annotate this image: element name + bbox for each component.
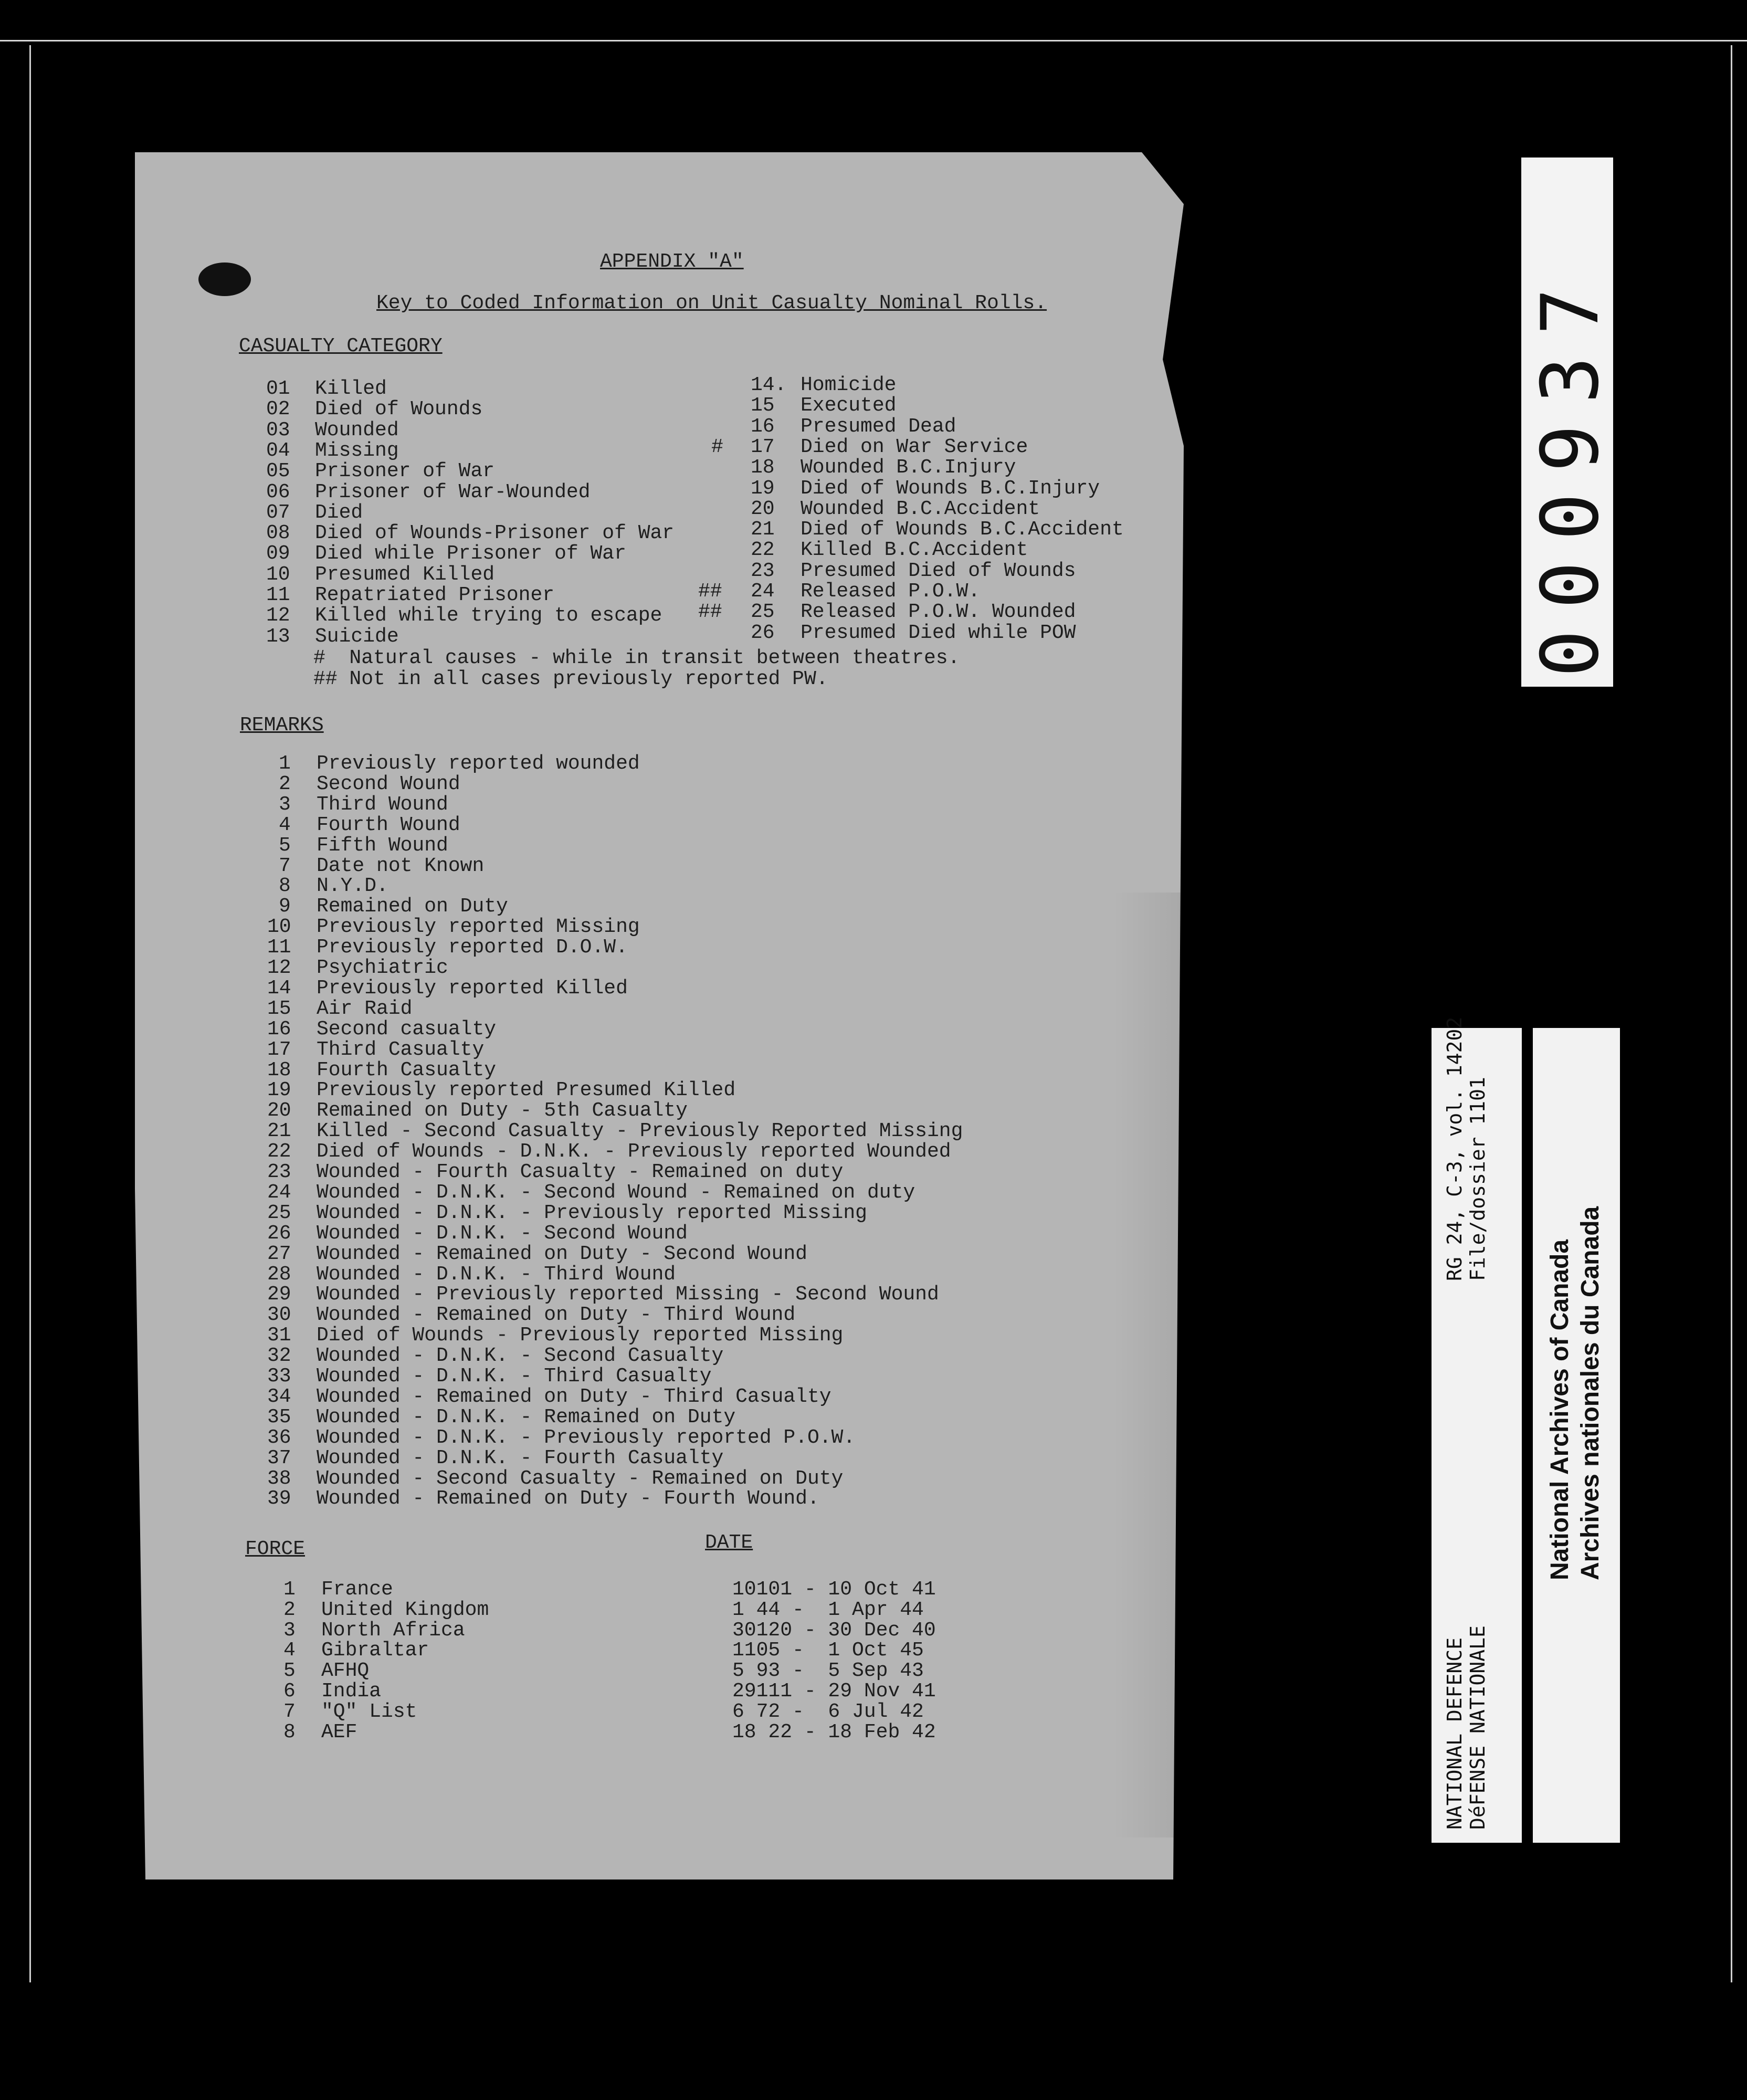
remark-label: Wounded - Remained on Duty - Second Wound [317, 1242, 807, 1265]
category-code: 26 [751, 621, 775, 644]
remark-code: 28 [267, 1263, 291, 1286]
category-label: Presumed Died of Wounds [801, 559, 1076, 582]
remark-code: 21 [267, 1120, 291, 1143]
remark-label: Fifth Wound [317, 834, 448, 857]
force-date: 29111 - 29 Nov 41 [732, 1680, 936, 1703]
category-code: 11 [266, 584, 290, 606]
remark-code: 7 [279, 854, 291, 877]
category-label: Executed [801, 394, 897, 417]
date-heading: DATE [705, 1531, 753, 1554]
remark-label: Previously reported wounded [317, 752, 640, 775]
remark-label: Wounded - Remained on Duty - Third Wound [317, 1304, 796, 1327]
remark-code: 31 [267, 1324, 291, 1347]
remark-label: Wounded - Remained on Duty - Third Casualty [317, 1385, 832, 1408]
category-code: 14. [751, 374, 787, 396]
archive-name-english: National Archives of Canada [1546, 1239, 1574, 1580]
category-label: Presumed Died while POW [801, 621, 1076, 644]
category-label: Released P.O.W. [801, 580, 981, 603]
category-code: 12 [266, 604, 290, 627]
footnote-natural-causes: # Natural causes - while in transit between theatres. [313, 647, 960, 669]
force-date: 6 72 - 6 Jul 42 [732, 1700, 924, 1723]
category-footnote-mark: # [711, 435, 723, 458]
category-code: 08 [266, 522, 290, 545]
force-code: 3 [283, 1619, 296, 1642]
category-code: 21 [751, 518, 775, 541]
category-label: Missing [315, 439, 399, 462]
label-file-dossier: File/dossier 1101 [1466, 1077, 1489, 1281]
force-name: United Kingdom [321, 1598, 489, 1621]
remark-label: Remained on Duty [317, 895, 508, 918]
remark-label: Wounded - Previously reported Missing - Second Wound [317, 1283, 939, 1306]
remark-code: 25 [267, 1201, 291, 1224]
category-code: 20 [751, 497, 775, 520]
force-date: 18 22 - 18 Feb 42 [732, 1720, 936, 1744]
category-footnote-mark: ## [698, 580, 722, 603]
category-label: Prisoner of War-Wounded [315, 480, 591, 503]
footnote-not-all-cases: ## Not in all cases previously reported PW. [313, 668, 828, 690]
remark-label: Previously reported Presumed Killed [317, 1079, 736, 1102]
remark-label: Wounded - D.N.K. - Second Wound - Remained on duty [317, 1181, 915, 1204]
remark-code: 39 [267, 1487, 291, 1510]
category-code: 15 [751, 394, 775, 417]
category-code: 03 [266, 418, 290, 442]
remark-label: Wounded - D.N.K. - Previously reported Missing [317, 1201, 867, 1224]
remark-label: Wounded - Second Casualty - Remained on Duty [317, 1467, 844, 1490]
appendix-title: APPENDIX "A" [600, 250, 744, 273]
category-label: Died while Prisoner of War [315, 542, 626, 565]
remark-label: Previously reported Killed [317, 976, 628, 1000]
category-label: Presumed Dead [801, 415, 956, 438]
category-label: Died of Wounds B.C.Accident [801, 518, 1124, 541]
category-label: Died on War Service [801, 435, 1028, 458]
category-footnote-mark: ## [698, 601, 722, 624]
remark-label: Wounded - D.N.K. - Second Wound [317, 1222, 688, 1245]
remark-code: 2 [279, 772, 291, 795]
category-code: 05 [266, 460, 290, 483]
remark-code: 19 [267, 1079, 291, 1102]
remark-code: 4 [279, 813, 291, 836]
remark-label: Wounded - D.N.K. - Second Casualty [317, 1345, 724, 1368]
label-record-group: RG 24, C-3, vol. 14202 [1443, 1016, 1466, 1281]
remark-code: 10 [267, 916, 291, 939]
remark-code: 29 [267, 1283, 291, 1306]
remark-label: Wounded - D.N.K. - Third Wound [317, 1263, 676, 1286]
force-code: 2 [283, 1598, 296, 1621]
remark-label: Wounded - Remained on Duty - Fourth Wound. [317, 1487, 819, 1510]
remark-label: Previously reported D.O.W. [317, 936, 628, 959]
remark-label: Fourth Casualty [317, 1058, 497, 1082]
category-label: Died of Wounds [315, 398, 483, 421]
category-code: 25 [751, 601, 775, 624]
remark-label: Killed - Second Casualty - Previously Reported Missing [317, 1120, 963, 1143]
remark-code: 30 [267, 1304, 291, 1327]
category-label: Killed B.C.Accident [801, 539, 1028, 562]
category-label: Died of Wounds-Prisoner of War [315, 522, 675, 545]
label-national-defence: NATIONAL DEFENCE [1443, 1637, 1466, 1830]
category-label: Suicide [315, 625, 399, 648]
category-code: 09 [266, 542, 290, 565]
force-code: 8 [283, 1720, 296, 1744]
force-name: "Q" List [321, 1700, 417, 1723]
category-code: 02 [266, 398, 290, 421]
remark-code: 37 [267, 1446, 291, 1469]
remark-code: 15 [267, 997, 291, 1020]
force-name: AEF [321, 1720, 357, 1744]
category-code: 18 [751, 456, 775, 479]
remark-label: Wounded - Fourth Casualty - Remained on duty [317, 1161, 844, 1183]
punch-hole [198, 262, 251, 296]
remark-code: 14 [267, 976, 291, 1000]
category-label: Died [315, 501, 363, 524]
category-code: 19 [751, 477, 775, 500]
category-label: Prisoner of War [315, 460, 495, 483]
remark-code: 11 [267, 936, 291, 959]
category-code: 06 [266, 480, 290, 503]
remark-code: 33 [267, 1365, 291, 1388]
category-label: Wounded B.C.Injury [801, 456, 1016, 479]
remark-code: 24 [267, 1181, 291, 1204]
category-label: Presumed Killed [315, 563, 495, 586]
remark-label: Date not Known [317, 854, 485, 877]
force-code: 7 [283, 1700, 296, 1723]
force-code: 6 [283, 1680, 296, 1703]
remark-code: 16 [267, 1017, 291, 1041]
category-code: 07 [266, 501, 290, 524]
category-label: Wounded [315, 418, 399, 442]
remark-label: Wounded - D.N.K. - Third Casualty [317, 1365, 712, 1388]
category-label: Died of Wounds B.C.Injury [801, 477, 1100, 500]
force-name: France [321, 1578, 393, 1601]
force-date: 1 44 - 1 Apr 44 [732, 1598, 924, 1621]
remark-code: 12 [267, 957, 291, 979]
category-code: 22 [751, 539, 775, 562]
page-shadow [1113, 892, 1192, 1838]
remark-code: 34 [267, 1385, 291, 1408]
remark-code: 5 [279, 834, 291, 857]
force-code: 4 [283, 1639, 296, 1662]
document-title: Key to Coded Information on Unit Casualty Nominal Rolls. [376, 292, 1047, 314]
remarks-heading: REMARKS [240, 714, 324, 737]
category-label: Repatriated Prisoner [315, 584, 555, 606]
remark-label: Psychiatric [317, 957, 448, 979]
category-code: 01 [266, 377, 290, 400]
remark-label: Third Wound [317, 793, 448, 816]
remark-label: Died of Wounds - D.N.K. - Previously reported Wounded [317, 1140, 951, 1163]
remark-label: Second casualty [317, 1017, 497, 1041]
remark-label: Wounded - D.N.K. - Previously reported P.O.W. [317, 1426, 856, 1449]
force-name: Gibraltar [321, 1639, 429, 1662]
category-code: 13 [266, 625, 290, 648]
force-date: 10101 - 10 Oct 41 [732, 1578, 936, 1601]
category-label: Wounded B.C.Accident [801, 497, 1040, 520]
casualty-category-heading: CASUALTY CATEGORY [239, 335, 443, 358]
remark-code: 3 [279, 793, 291, 816]
remark-code: 27 [267, 1242, 291, 1265]
remark-label: Fourth Wound [317, 813, 460, 836]
remark-code: 8 [279, 875, 291, 898]
archive-name-french: Archives nationales du Canada [1576, 1206, 1604, 1580]
frame-number: 000937 [1525, 267, 1616, 677]
remark-label: Previously reported Missing [317, 916, 640, 939]
force-code: 1 [283, 1578, 296, 1601]
category-code: 04 [266, 439, 290, 462]
force-name: North Africa [321, 1619, 465, 1642]
remark-code: 18 [267, 1058, 291, 1082]
remark-label: Second Wound [317, 772, 460, 795]
remark-code: 1 [279, 752, 291, 775]
remark-label: N.Y.D. [317, 875, 388, 898]
force-date: 5 93 - 5 Sep 43 [732, 1660, 924, 1683]
remark-code: 23 [267, 1161, 291, 1183]
category-label: Homicide [801, 374, 897, 396]
remark-code: 20 [267, 1099, 291, 1122]
remark-code: 22 [267, 1140, 291, 1163]
category-label: Released P.O.W. Wounded [801, 601, 1076, 624]
remark-code: 36 [267, 1426, 291, 1449]
remark-label: Wounded - D.N.K. - Remained on Duty [317, 1405, 736, 1429]
remark-label: Died of Wounds - Previously reported Missing [317, 1324, 844, 1347]
category-code: 17 [751, 435, 775, 458]
force-heading: FORCE [245, 1538, 306, 1560]
remark-code: 17 [267, 1038, 291, 1061]
category-code: 10 [266, 563, 290, 586]
force-date: 1105 - 1 Oct 45 [732, 1639, 924, 1662]
film-edge-line [0, 40, 1747, 41]
remark-label: Wounded - D.N.K. - Fourth Casualty [317, 1446, 724, 1469]
force-name: India [321, 1680, 382, 1703]
category-label: Killed [315, 377, 387, 400]
remark-code: 35 [267, 1405, 291, 1429]
force-name: AFHQ [321, 1660, 370, 1683]
remark-code: 9 [279, 895, 291, 918]
category-code: 23 [751, 559, 775, 582]
label-defense-nationale: DéFENSE NATIONALE [1466, 1625, 1489, 1830]
category-label: Killed while trying to escape [315, 604, 662, 627]
remark-label: Third Casualty [317, 1038, 485, 1061]
remark-label: Remained on Duty - 5th Casualty [317, 1099, 688, 1122]
remark-code: 32 [267, 1345, 291, 1368]
category-code: 16 [751, 415, 775, 438]
force-date: 30120 - 30 Dec 40 [732, 1619, 936, 1642]
remark-label: Air Raid [317, 997, 413, 1020]
category-code: 24 [751, 580, 775, 603]
force-code: 5 [283, 1660, 296, 1683]
remark-code: 38 [267, 1467, 291, 1490]
remark-code: 26 [267, 1222, 291, 1245]
